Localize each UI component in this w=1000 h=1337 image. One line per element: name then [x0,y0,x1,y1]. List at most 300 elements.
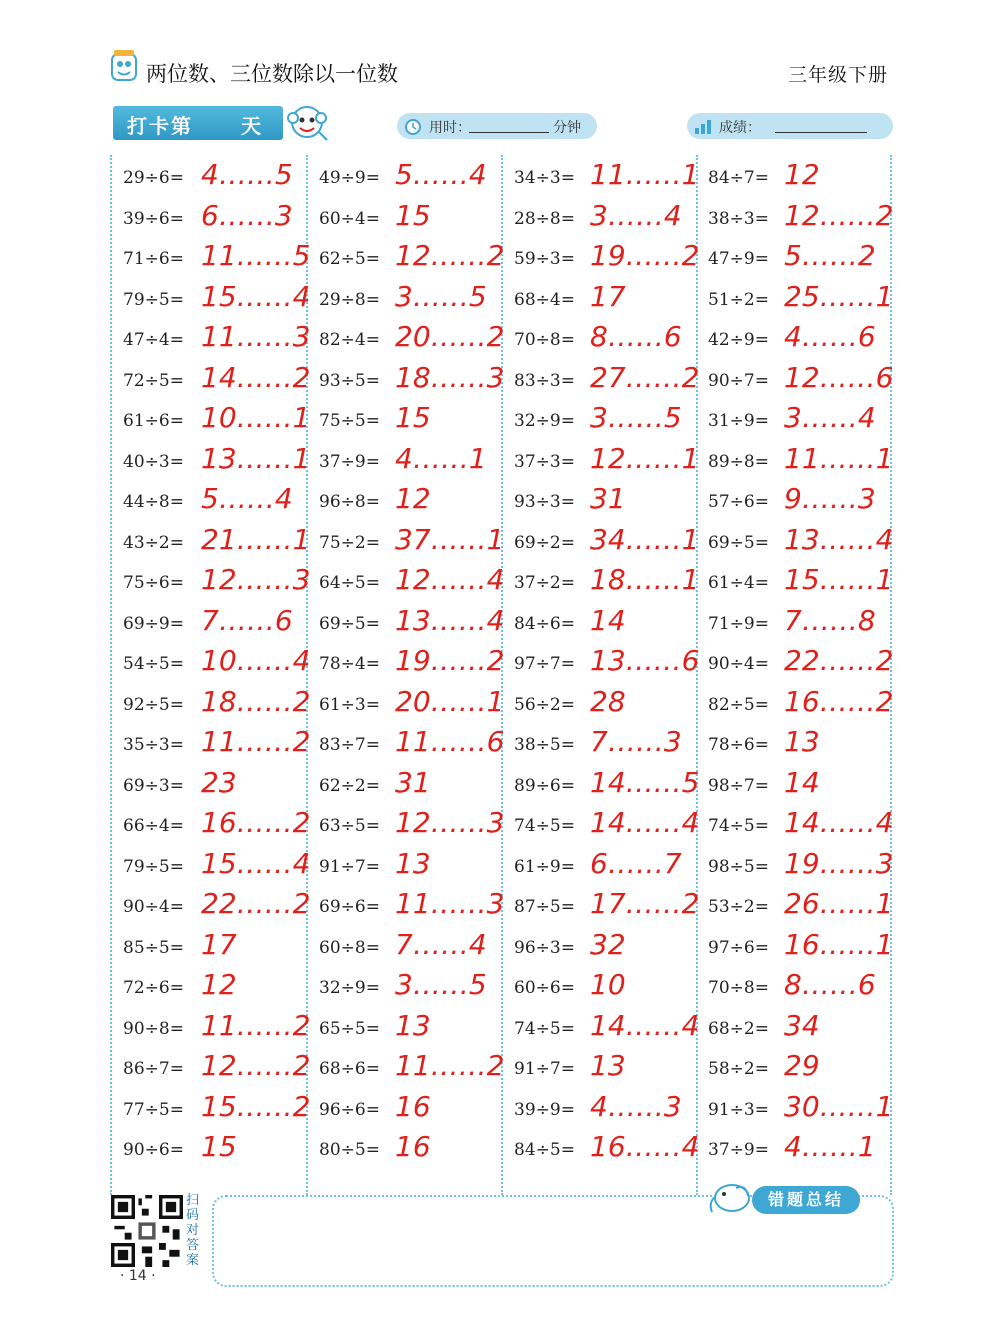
handwritten-answer[interactable]: 12……2 [784,198,894,232]
problem-equation: 61÷3= [319,694,380,715]
problem-item [123,604,303,644]
handwritten-answer[interactable]: 7……6 [201,603,293,637]
problem-equation: 86÷7= [123,1059,184,1079]
problem-equation: 51÷2= [708,289,769,310]
problem-equation: 90÷8= [123,1018,184,1039]
problem-equation: 60÷8= [319,937,380,958]
handwritten-answer[interactable]: 18……1 [590,563,700,596]
problem-item [514,441,700,482]
problem-item [123,482,303,522]
checkin-banner [113,106,283,140]
problem-item [708,279,894,320]
problem-item [319,1090,499,1130]
problem-item [123,441,311,482]
problem-item [708,522,894,563]
handwritten-answer[interactable]: 9……3 [784,482,876,515]
handwritten-answer[interactable]: 5……2 [784,239,876,272]
problem-item [123,320,311,360]
problem-item [514,847,694,887]
handwritten-answer[interactable]: 28 [590,684,626,718]
problem-item [514,482,694,522]
handwritten-answer[interactable]: 16……2 [784,684,894,718]
problem-equation: 68÷2= [708,1018,769,1039]
problem-item [123,239,311,279]
handwritten-answer[interactable]: 34……1 [590,522,700,556]
handwritten-answer[interactable]: 13 [395,1008,431,1042]
problem-item [123,360,311,401]
problem-equation: 74÷5= [708,816,769,836]
handwritten-answer[interactable]: 27……2 [590,360,700,394]
handwritten-answer[interactable]: 12……4 [395,563,505,596]
bar-chart-icon [693,116,713,136]
handwritten-answer[interactable]: 32 [590,927,626,961]
problem-item [514,199,694,239]
handwritten-answer[interactable]: 19……3 [784,846,894,880]
problem-item [708,401,888,441]
time-label: 用时： [429,120,471,136]
problem-equation: 78÷4= [319,654,380,674]
handwritten-answer[interactable]: 7……4 [395,927,487,961]
problem-equation: 69÷5= [319,613,380,634]
problem-item [319,644,505,684]
problem-item [708,1049,888,1089]
handwritten-answer[interactable]: 8……6 [590,320,682,353]
problem-item [514,401,694,441]
problem-equation: 82÷4= [319,330,380,350]
checkin-day-label: 天 [241,114,261,138]
time-blank[interactable] [469,132,549,133]
problem-equation: 37÷9= [708,1140,769,1160]
problem-equation: 71÷9= [708,613,769,634]
handwritten-answer[interactable]: 19……2 [395,644,505,677]
handwritten-answer[interactable]: 12 [201,968,237,1001]
handwritten-answer[interactable]: 13 [590,1049,626,1082]
problem-equation: 70÷8= [708,978,769,998]
problem-item [708,360,894,401]
problem-equation: 69÷5= [708,532,769,553]
handwritten-answer[interactable]: 3……5 [395,279,487,313]
handwritten-answer[interactable]: 15……1 [784,563,894,596]
problem-equation: 93÷3= [514,492,575,512]
problem-equation: 54÷5= [123,654,184,674]
time-unit: 分钟 [553,120,581,136]
handwritten-answer[interactable]: 11……2 [201,1008,311,1042]
handwritten-answer[interactable]: 19……2 [590,239,700,272]
handwritten-answer[interactable]: 17……2 [590,887,700,920]
problem-item [123,806,311,846]
problem-item [319,603,505,644]
problem-item [123,563,311,603]
problem-item [708,604,888,644]
problem-item [708,806,894,846]
problem-item [123,725,311,765]
handwritten-answer[interactable]: 12 [784,158,820,191]
problem-equation: 32÷9= [319,978,380,998]
problem-equation: 91÷7= [514,1059,575,1079]
problem-equation: 98÷5= [708,856,769,877]
problem-equation: 61÷4= [708,573,769,593]
handwritten-answer[interactable]: 10 [590,968,626,1001]
problem-item [514,280,694,320]
problem-equation: 97÷7= [514,654,575,674]
problem-item [708,725,888,765]
handwritten-answer[interactable]: 11……1 [590,158,700,191]
problem-item [123,766,303,806]
handwritten-answer[interactable]: 15 [201,1130,237,1163]
problem-item [708,441,894,482]
problem-item [319,928,499,968]
problem-item [514,320,694,360]
problem-equation: 84÷6= [514,613,575,634]
handwritten-answer[interactable]: 15……4 [201,279,311,313]
problem-equation: 78÷6= [708,735,769,755]
handwritten-answer[interactable]: 14 [784,765,820,799]
handwritten-answer[interactable]: 15 [395,198,431,232]
handwritten-answer[interactable]: 13……4 [395,603,505,637]
problem-item [319,199,499,239]
problem-item [708,927,894,968]
problem-equation: 43÷2= [123,532,184,553]
problem-item [319,442,499,482]
handwritten-answer[interactable]: 17 [590,279,626,313]
handwritten-answer[interactable]: 11……3 [395,887,505,920]
problem-equation: 74÷5= [514,1018,575,1039]
problem-item [708,563,894,603]
handwritten-answer[interactable]: 12……6 [784,360,894,394]
handwritten-answer[interactable]: 22……2 [201,887,311,920]
problem-equation: 29÷8= [319,289,380,310]
problem-equation: 91÷3= [708,1099,769,1120]
page-title: 两位数、三位数除以一位数 [146,62,398,86]
problem-equation: 72÷5= [123,370,184,391]
problem-equation: 37÷3= [514,451,575,472]
page-number: · 14 · [120,1268,156,1284]
handwritten-answer[interactable]: 12……1 [590,441,700,475]
problem-item [514,239,700,279]
problem-item [319,280,499,320]
problem-item [708,1130,888,1170]
handwritten-answer[interactable]: 16……2 [201,806,311,839]
problem-equation: 60÷6= [514,978,575,998]
handwritten-answer[interactable]: 13……1 [201,441,311,475]
handwritten-answer[interactable]: 12……3 [395,806,505,839]
handwritten-answer[interactable]: 25……1 [784,279,894,313]
problem-item [319,887,505,927]
problem-equation: 44÷8= [123,492,184,512]
problem-equation: 61÷6= [123,411,184,431]
problem-equation: 39÷9= [514,1099,575,1120]
handwritten-answer[interactable]: 11……6 [395,725,505,758]
problem-equation: 35÷3= [123,735,184,755]
problem-equation: 38÷5= [514,735,575,755]
problem-item [319,684,505,725]
problem-item [708,644,894,684]
problem-equation: 56÷2= [514,694,575,715]
handwritten-answer[interactable]: 11……5 [201,239,311,272]
problem-equation: 98÷7= [708,775,769,796]
problem-equation: 75÷5= [319,411,380,431]
problem-equation: 63÷5= [319,816,380,836]
handwritten-answer[interactable]: 20……2 [395,320,505,353]
score-blank[interactable] [775,132,867,133]
problem-equation: 69÷2= [514,532,575,553]
problem-equation: 69÷3= [123,775,184,796]
problem-equation: 62÷2= [319,775,380,796]
problem-item [123,279,311,320]
problem-equation: 61÷9= [514,856,575,877]
handwritten-answer[interactable]: 7……8 [784,603,876,637]
handwritten-answer[interactable]: 15……4 [201,846,311,880]
problem-item [708,320,888,360]
handwritten-answer[interactable]: 15……2 [201,1089,311,1123]
handwritten-answer[interactable]: 31 [590,482,626,515]
handwritten-answer[interactable]: 3……4 [590,198,682,232]
problem-item [514,1090,694,1130]
problem-equation: 59÷3= [514,249,575,269]
problem-equation: 68÷6= [319,1059,380,1079]
handwritten-answer[interactable]: 13 [784,725,820,758]
problem-item [319,158,499,198]
problem-equation: 83÷7= [319,735,380,755]
mistake-summary-label: 错题总结 [752,1186,860,1214]
problem-item [514,563,700,603]
handwritten-answer[interactable]: 26……1 [784,887,894,920]
problem-item [319,725,505,765]
handwritten-answer[interactable]: 4……5 [201,158,293,191]
handwritten-answer[interactable]: 31 [395,765,431,799]
problem-item [123,968,303,1008]
problem-item [319,360,505,401]
qr-code-icon[interactable] [111,1195,183,1267]
handwritten-answer[interactable]: 15 [395,401,431,434]
problem-equation: 96÷3= [514,937,575,958]
problem-item [708,1089,894,1130]
problem-item [514,1130,700,1170]
problem-equation: 93÷5= [319,370,380,391]
problem-item [514,928,694,968]
problem-equation: 75÷2= [319,532,380,553]
handwritten-answer[interactable]: 14……2 [201,360,311,394]
handwritten-answer[interactable]: 14……4 [784,806,894,839]
handwritten-answer[interactable]: 37……1 [395,522,505,556]
handwritten-answer[interactable]: 5……4 [395,158,487,191]
problem-equation: 69÷6= [319,897,380,917]
problem-equation: 87÷5= [514,897,575,917]
elephant-icon [706,1178,756,1216]
handwritten-answer[interactable]: 10……1 [201,401,311,434]
problem-item [708,846,894,887]
problem-equation: 49÷9= [319,168,380,188]
problem-equation: 32÷9= [514,411,575,431]
problem-equation: 84÷5= [514,1140,575,1160]
handwritten-answer[interactable]: 4……3 [590,1089,682,1123]
problem-item [708,198,894,239]
handwritten-answer[interactable]: 30……1 [784,1089,894,1123]
problem-equation: 68÷4= [514,289,575,310]
problem-equation: 89÷8= [708,451,769,472]
problem-equation: 90÷4= [708,654,769,674]
problem-equation: 96÷6= [319,1099,380,1120]
time-field[interactable] [397,113,597,139]
problem-item [123,1089,311,1130]
problem-equation: 77÷5= [123,1099,184,1120]
handwritten-answer[interactable]: 7……3 [590,725,682,758]
problem-item [514,158,700,198]
handwritten-answer[interactable]: 3……4 [784,401,876,434]
problem-equation: 65÷5= [319,1018,380,1039]
handwritten-answer[interactable]: 20……1 [395,684,505,718]
problem-item [319,766,499,806]
problem-equation: 80÷5= [319,1140,380,1160]
problem-item [319,482,499,522]
column-divider [110,155,112,1195]
handwritten-answer[interactable]: 23 [201,765,237,799]
handwritten-answer[interactable]: 14 [590,603,626,637]
handwritten-answer[interactable]: 16 [395,1130,431,1163]
monkey-mascot-icon [285,100,331,146]
handwritten-answer[interactable]: 17 [201,927,237,961]
problem-equation: 90÷7= [708,370,769,391]
problem-item [514,360,700,401]
handwritten-answer[interactable]: 6……3 [201,198,293,232]
handwritten-answer[interactable]: 34 [784,1008,820,1042]
handwritten-answer[interactable]: 16……4 [590,1130,700,1163]
problem-item [319,522,505,563]
problem-item [514,725,694,765]
problem-item [708,239,888,279]
problem-equation: 75÷6= [123,573,184,593]
problem-item [514,887,700,927]
problem-equation: 72÷6= [123,978,184,998]
problem-item [514,765,700,806]
handwritten-answer[interactable]: 16……1 [784,927,894,961]
problem-item [514,604,694,644]
handwritten-answer[interactable]: 4……6 [784,320,876,353]
score-label: 成绩： [719,120,761,136]
problem-item [319,239,505,279]
problem-item [708,684,894,725]
problem-item [319,320,505,360]
handwritten-answer[interactable]: 13 [395,846,431,880]
problem-equation: 83÷3= [514,370,575,391]
score-field[interactable] [687,113,893,139]
problem-item [514,1008,700,1049]
problem-item [708,968,888,1008]
problem-equation: 79÷5= [123,856,184,877]
alarm-clock-icon [403,116,423,136]
logo-icon [108,50,140,84]
problem-equation: 31÷9= [708,411,769,431]
handwritten-answer[interactable]: 29 [784,1049,820,1082]
problem-item [514,522,700,563]
problem-equation: 28÷8= [514,208,575,229]
problem-item [708,766,888,806]
handwritten-answer[interactable]: 21……1 [201,522,311,556]
problem-equation: 42÷9= [708,330,769,350]
problem-equation: 92÷5= [123,694,184,715]
handwritten-answer[interactable]: 4……1 [784,1130,876,1163]
handwritten-answer[interactable]: 8……6 [784,968,876,1001]
problem-item [708,158,888,198]
problem-item [123,846,311,887]
handwritten-answer[interactable]: 13……4 [784,522,894,556]
problem-item [514,806,700,846]
problem-equation: 58÷2= [708,1059,769,1079]
handwritten-answer[interactable]: 12……2 [395,239,505,272]
problem-equation: 69÷9= [123,613,184,634]
handwritten-answer[interactable]: 5……4 [201,482,293,515]
problem-equation: 40÷3= [123,451,184,472]
problem-equation: 64÷5= [319,573,380,593]
problem-equation: 85÷5= [123,937,184,958]
problem-item [319,847,499,887]
handwritten-answer[interactable]: 11……2 [395,1049,505,1082]
problem-item [514,1049,694,1089]
handwritten-answer[interactable]: 18……3 [395,360,505,394]
problem-item [319,1130,499,1170]
handwritten-answer[interactable]: 16 [395,1089,431,1123]
problem-equation: 47÷9= [708,249,769,269]
problem-equation: 57÷6= [708,492,769,512]
grade-label: 三年级下册 [787,64,888,86]
problem-equation: 62÷5= [319,249,380,269]
handwritten-answer[interactable]: 18……2 [201,684,311,718]
problem-item [319,1009,499,1049]
problem-item [123,1130,303,1170]
problem-equation: 66÷4= [123,816,184,836]
problem-item [319,401,499,441]
problem-equation: 38÷3= [708,208,769,229]
problem-item [123,199,303,239]
problem-item [123,401,311,441]
problem-equation: 74÷5= [514,816,575,836]
problem-item [319,563,505,603]
handwritten-answer[interactable]: 3……5 [395,968,487,1001]
handwritten-answer[interactable]: 4……1 [395,441,487,475]
handwritten-answer[interactable]: 13……6 [590,644,700,677]
handwritten-answer[interactable]: 14……4 [590,806,700,839]
handwritten-answer[interactable]: 14……4 [590,1008,700,1042]
problem-item [708,482,888,522]
problem-item [123,1049,311,1089]
handwritten-answer[interactable]: 22……2 [784,644,894,677]
problem-item [123,644,311,684]
problem-equation: 60÷4= [319,208,380,229]
problem-equation: 53÷2= [708,897,769,917]
problem-item [708,1009,888,1049]
problem-equation: 89÷6= [514,775,575,796]
handwritten-answer[interactable]: 3……5 [590,401,682,434]
problem-item [514,644,700,684]
problem-equation: 34÷3= [514,168,575,188]
handwritten-answer[interactable]: 12……3 [201,563,311,596]
handwritten-answer[interactable]: 11……1 [784,441,894,475]
handwritten-answer[interactable]: 12 [395,482,431,515]
handwritten-answer[interactable]: 12……2 [201,1049,311,1082]
handwritten-answer[interactable]: 10……4 [201,644,311,677]
problem-equation: 90÷4= [123,897,184,917]
qr-caption: 扫码对答案 [186,1193,200,1268]
handwritten-answer[interactable]: 11……3 [201,320,311,353]
checkin-label: 打卡第 [127,114,193,138]
handwritten-answer[interactable]: 11……2 [201,725,311,758]
problem-equation: 96÷8= [319,492,380,512]
handwritten-answer[interactable]: 6……7 [590,846,682,880]
problem-equation: 29÷6= [123,168,184,188]
problem-equation: 84÷7= [708,168,769,188]
handwritten-answer[interactable]: 14……5 [590,765,700,799]
problem-item [514,685,694,725]
